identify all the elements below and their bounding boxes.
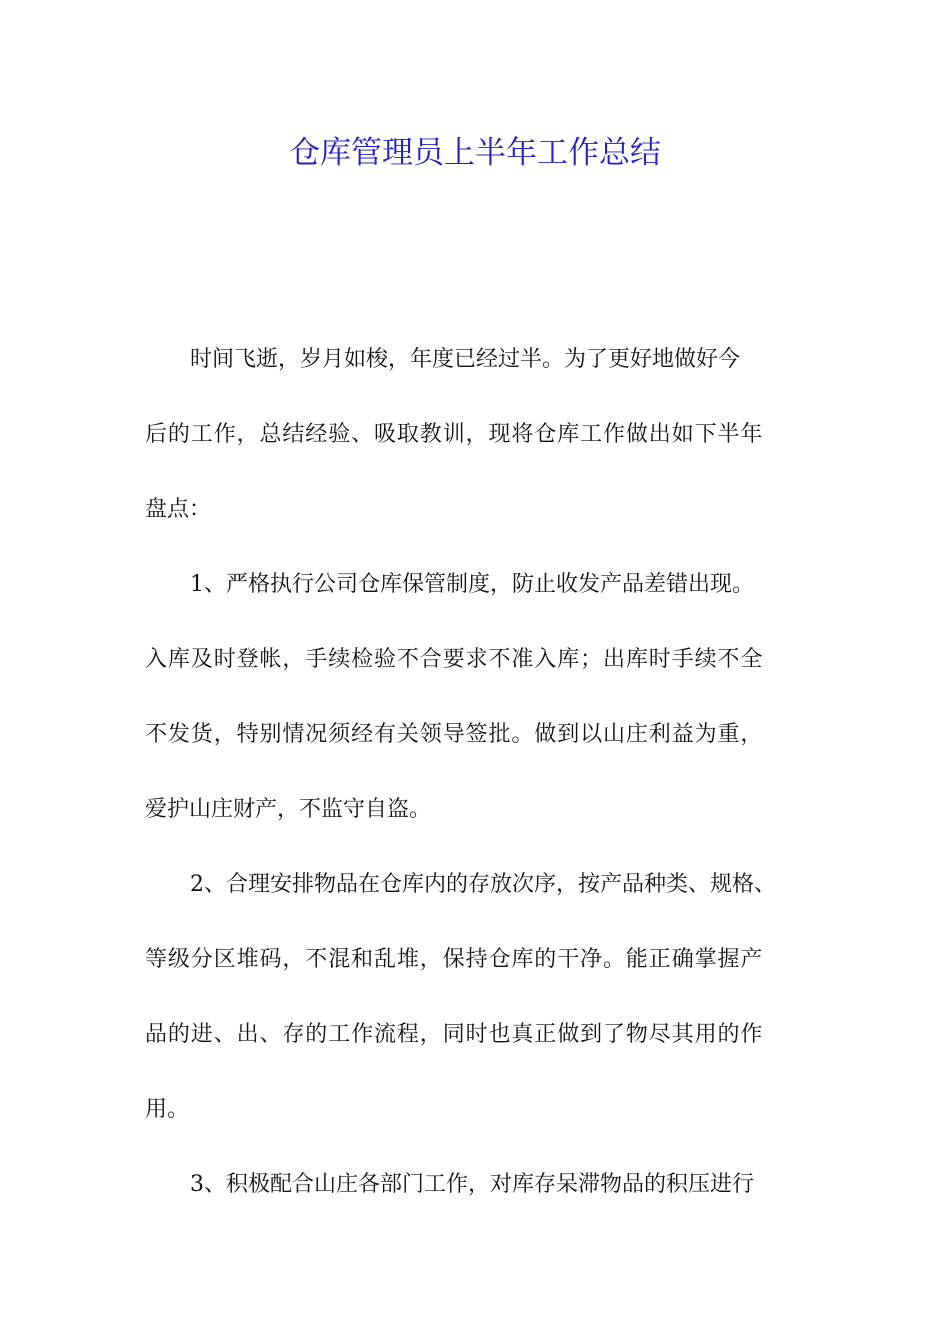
text-line-12: 3、积极配合山庄各部门工作，对库存呆滞物品的积压进行 bbox=[190, 1172, 754, 1197]
document-title: 仓库管理员上半年工作总结 bbox=[289, 135, 661, 171]
text-line-9: 等级分区堆码，不混和乱堆，保持仓库的干净。能正确掌握产 bbox=[145, 947, 764, 972]
text-line-7: 爱护山庄财产，不监守自盗。 bbox=[145, 797, 432, 822]
text-line-8: 2、合理安排物品在仓库内的存放次序，按产品种类、规格、 bbox=[190, 872, 776, 897]
text-line-4: 1、严格执行公司仓库保管制度，防止收发产品差错出现。 bbox=[190, 572, 754, 597]
text-line-3: 盘点： bbox=[145, 497, 212, 522]
text-line-2: 后的工作，总结经验、吸取教训，现将仓库工作做出如下半年 bbox=[145, 422, 764, 447]
text-line-5: 入库及时登帐，手续检验不合要求不准入库；出库时手续不全 bbox=[145, 647, 764, 672]
text-line-10: 品的进、出、存的工作流程，同时也真正做到了物尽其用的作 bbox=[145, 1022, 764, 1047]
text-line-1: 时间飞逝，岁月如梭，年度已经过半。为了更好地做好今 bbox=[190, 347, 741, 372]
text-line-11: 用。 bbox=[145, 1097, 190, 1122]
text-line-6: 不发货，特别情况须经有关领导签批。做到以山庄利益为重， bbox=[145, 722, 764, 747]
